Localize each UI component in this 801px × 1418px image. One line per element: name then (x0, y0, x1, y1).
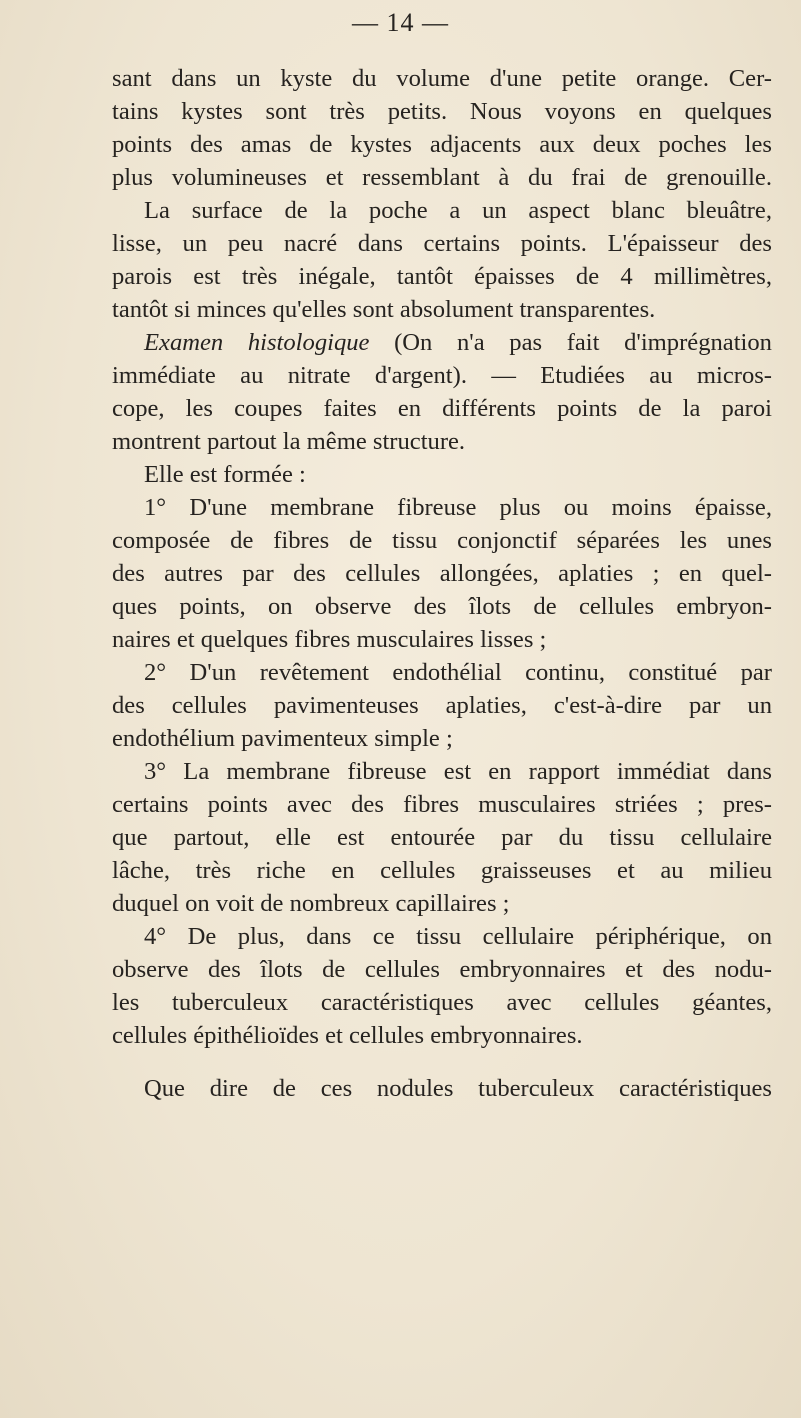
text-line: tantôt si minces qu'elles sont absolument transparentes. (112, 296, 656, 323)
list-item-2 (112, 656, 772, 755)
text-line: La surface de la poche a un aspect blanc bleuâtre, (144, 197, 772, 224)
text-line: cope, les coupes faites en différents points de la paroi (112, 395, 772, 422)
body-text (112, 62, 772, 1105)
list-item-1 (112, 491, 772, 656)
text-line: endothélium pavimenteux simple ; (112, 725, 453, 752)
text-line: duquel on voit de nombreux capillaires ; (112, 890, 510, 917)
paragraph-gap (112, 1052, 772, 1072)
text-line: Que dire de ces nodules tuberculeux caractéristiques (144, 1075, 772, 1102)
text-line: immédiate au nitrate d'argent). — Etudiées au micros- (112, 362, 772, 389)
list-item-3 (112, 755, 772, 920)
paragraph-examen-histologique (112, 326, 772, 458)
list-item-4 (112, 920, 772, 1052)
page-number: — 14 — (352, 8, 449, 37)
text-line: les tuberculeux caractéristiques avec cellules géantes, (112, 989, 772, 1016)
text-line: parois est très inégale, tantôt épaisses de 4 millimètres, (112, 263, 772, 290)
text-line: ques points, on observe des îlots de cellules embryon- (112, 593, 772, 620)
text-line: certains points avec des fibres musculaires striées ; pres- (112, 791, 772, 818)
text-line: lâche, très riche en cellules graisseuses et au milieu (112, 857, 772, 884)
paragraph-elle-est-formee (112, 458, 772, 491)
text-line: composée de fibres de tissu conjonctif séparées les unes (112, 527, 772, 554)
paragraph-que-dire (112, 1072, 772, 1105)
text-line: observe des îlots de cellules embryonnaires et des nodu- (112, 956, 772, 983)
text-line: naires et quelques fibres musculaires lisses ; (112, 626, 547, 653)
text-line: que partout, elle est entourée par du tissu cellulaire (112, 824, 772, 851)
text-line: des cellules pavimenteuses aplaties, c'est-à-dire par un (112, 692, 772, 719)
text-line: points des amas de kystes adjacents aux deux poches les (112, 131, 772, 158)
text-line: cellules épithélioïdes et cellules embryonnaires. (112, 1022, 583, 1049)
text-fragment: (On n'a pas fait d'imprégnation (369, 329, 772, 356)
text-line: des autres par des cellules allongées, aplaties ; en quel- (112, 560, 772, 587)
text-line: plus volumineuses et ressemblant à du frai de grenouille. (112, 164, 772, 191)
section-heading-italic: Examen histologique (144, 329, 370, 356)
text-line: sant dans un kyste du volume d'une petite orange. Cer- (112, 65, 772, 92)
text-line: montrent partout la même structure. (112, 428, 466, 455)
text-line: 4° De plus, dans ce tissu cellulaire périphérique, on (144, 923, 772, 950)
paragraph-kystes (112, 62, 772, 326)
text-line: 2° D'un revêtement endothélial continu, constitué par (144, 659, 772, 686)
text-line: lisse, un peu nacré dans certains points. L'épaisseur des (112, 230, 772, 257)
text-line: tains kystes sont très petits. Nous voyons en quelques (112, 98, 772, 125)
text-line (112, 326, 772, 359)
text-line: 3° La membrane fibreuse est en rapport immédiat dans (144, 758, 772, 785)
text-line: Elle est formée : (144, 461, 306, 488)
text-line: 1° D'une membrane fibreuse plus ou moins épaisse, (144, 494, 772, 521)
